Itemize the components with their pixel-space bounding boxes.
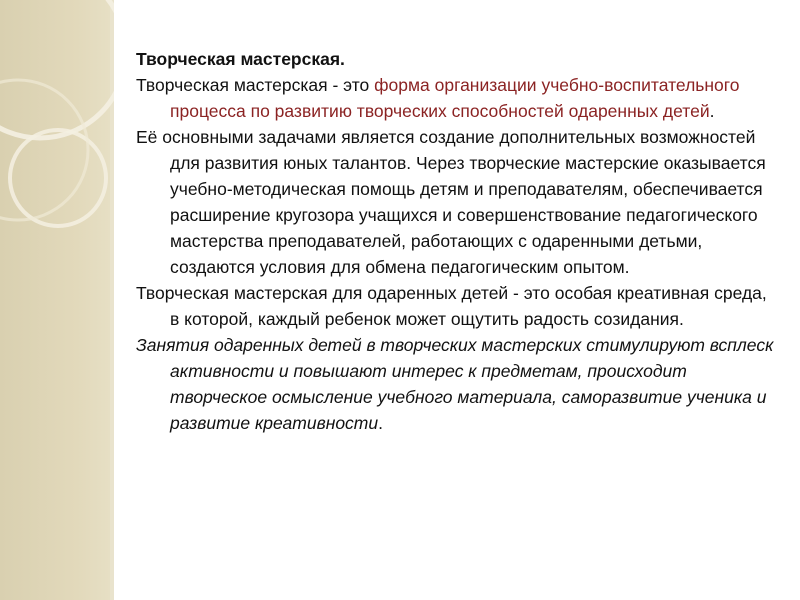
activities-tail: . [378,413,383,433]
decorative-circle-medium [10,130,106,226]
definition-tail: . [709,101,715,121]
activities-text: Занятия одаренных детей в творческих мастерских стимулируют всплеск активности и повышают интерес к предметам, происходит творческое осмысление учебного материала, саморазвитие ученика и развитие креативности [136,335,774,433]
paragraph-environment: Творческая мастерская для одаренных детей - это особая креативная среда, в которой, каждый ребенок может ощутить радость созидания. [136,283,767,329]
definition-lead: Творческая мастерская - это [136,75,375,95]
decorative-circle-large [0,0,114,138]
definition-highlight: форма организации учебно-воспитательного процесса по развитию творческих способностей одаренных детей [170,75,740,121]
decorative-circles [0,0,114,600]
slide-title: Творческая мастерская. [136,49,345,69]
paragraph-definition [136,72,776,124]
slide-content [136,46,776,436]
paragraph-tasks: Её основными задачами является создание дополнительных возможностей для развития юных талантов. Через творческие мастерские оказывается учебно-методическая помощь детям и преподавателям, обеспечивается расширение кругозора учащихся и совершенствование педагогического мастерства преподавателей, работающих с одаренными детьми, создаются условия для обмена педагогическим опытом. [136,127,766,277]
paragraph-activities [136,332,776,436]
